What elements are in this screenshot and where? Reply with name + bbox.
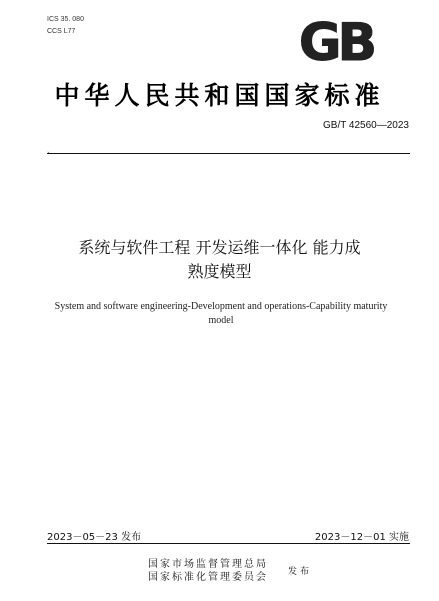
issuing-authorities (148, 558, 268, 584)
ccs-code: CCS L77 (47, 28, 76, 35)
classification-codes (47, 14, 84, 38)
issuer-sac: 国家标准化管理委员会 (148, 572, 268, 583)
document-title-en (36, 300, 406, 328)
standard-title: 中华人民共和国国家标准 (54, 81, 385, 110)
issuer-samr: 国家市场监督管理总局 (148, 559, 268, 570)
title-en-line-1: System and software engineering-Development and operations-Capability maturity (54, 301, 388, 312)
implement-date: 2023－12－01 实施 (314, 532, 409, 543)
title-en-line-2: model (208, 315, 234, 326)
document-title-zh (30, 236, 409, 284)
footer-rule (47, 543, 410, 544)
publish-date: 2023－05－23 发布 (47, 532, 142, 543)
title-zh-line-2: 熟度模型 (187, 262, 252, 281)
gb-logo-text: GB (298, 16, 374, 64)
ics-code: ICS 35. 080 (47, 16, 84, 23)
standard-number: GB/T 42560—2023 (323, 120, 409, 131)
gb-logo (288, 16, 384, 64)
tick-mark: ˇ (47, 152, 50, 159)
issue-label: 发布 (288, 567, 313, 577)
title-zh-line-1: 系统与软件工程 开发运维一体化 能力成 (78, 238, 361, 257)
header-rule (47, 153, 410, 154)
